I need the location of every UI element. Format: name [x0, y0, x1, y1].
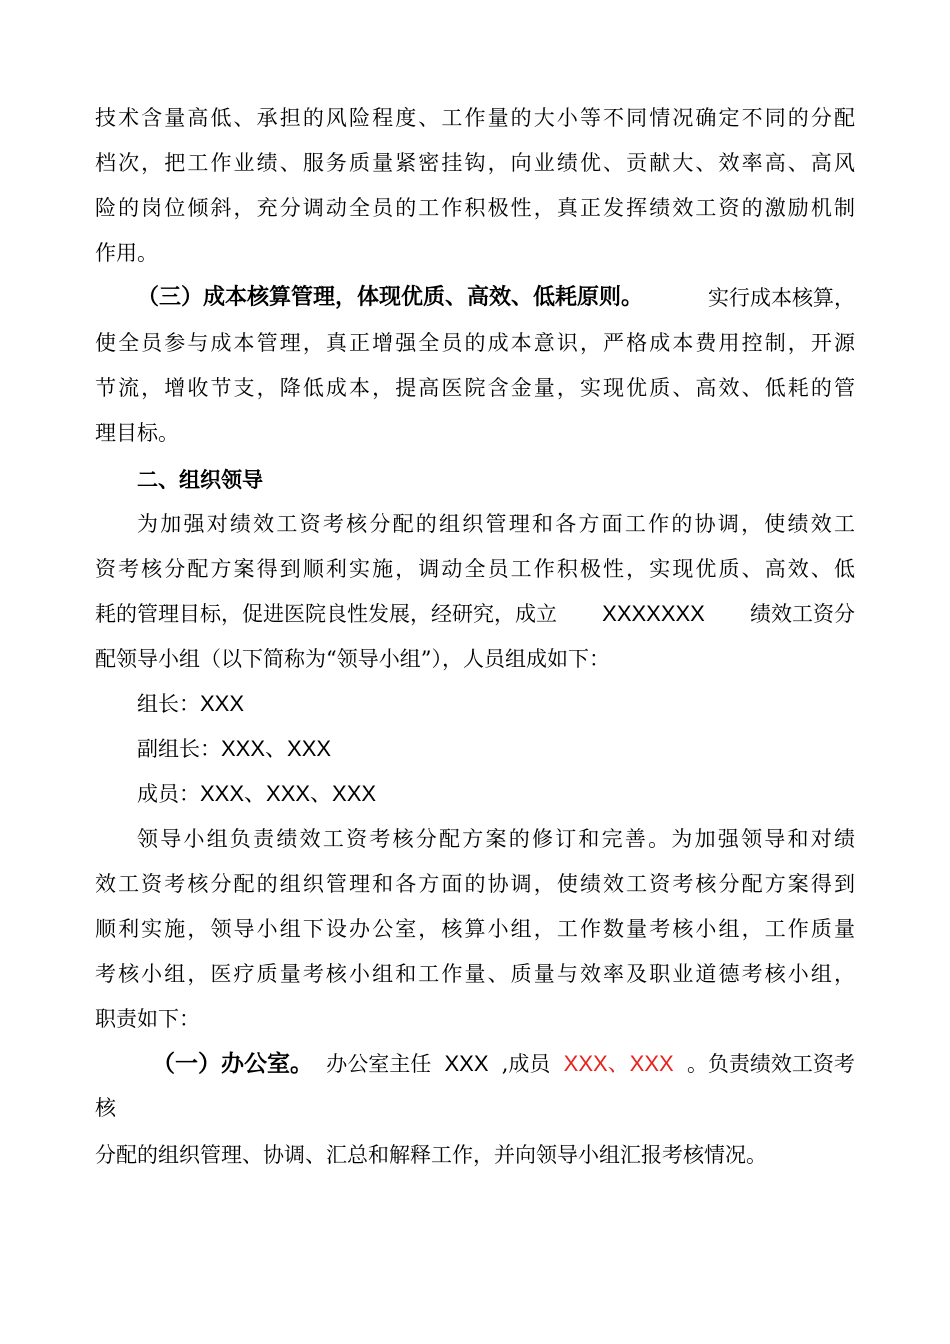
member-line	[137, 779, 855, 809]
paragraph-line: 技术含量高低、承担的风险程度、工作量的大小等不同情况确定不同的分配	[95, 106, 855, 130]
leader-label: 组长：	[137, 692, 200, 716]
paragraph-line: 使全员参与成本管理，真正增强全员的成本意识，严格成本费用控制，开源	[95, 331, 855, 355]
office-heading: （一）办公室。	[152, 1051, 313, 1077]
chapter-heading: 二、组织领导	[137, 468, 263, 492]
paragraph-line	[95, 599, 855, 629]
paragraph-line: 分配的组织管理、协调、汇总和解释工作，并向领导小组汇报考核情况。	[95, 1143, 767, 1167]
paragraph-line: 效工资考核分配的组织管理和各方面的协调，使绩效工资考核分配方案得到	[95, 872, 855, 896]
paragraph-line: 险的岗位倾斜，充分调动全员的工作积极性，真正发挥绩效工资的激励机制	[95, 196, 855, 220]
paragraph-line: 职责如下：	[95, 1007, 200, 1031]
office-text: 办公室主任	[326, 1052, 432, 1076]
leader-value: XXX	[200, 691, 245, 716]
paragraph-line: 顺利实施，领导小组下设办公室，核算小组，工作数量考核小组，工作质量	[95, 917, 855, 941]
office-line	[152, 1047, 855, 1081]
paragraph-line: 核	[95, 1096, 116, 1120]
paragraph-line: 理目标。	[95, 421, 179, 445]
office-members: XXX、XXX	[563, 1051, 674, 1076]
line-segment: 耗的管理目标，促进医院良性发展，经研究，成立	[95, 602, 557, 626]
member-value: XXX、XXX、XXX	[200, 781, 377, 806]
leader-line	[137, 689, 855, 719]
paragraph-line: 为加强对绩效工资考核分配的组织管理和各方面工作的协调，使绩效工	[137, 512, 855, 536]
member-label: 成员：	[137, 782, 200, 806]
paragraph-line: 资考核分配方案得到顺利实施，调动全员工作积极性，实现优质、高效、低	[95, 557, 855, 581]
deputy-value: XXX、XXX	[221, 736, 332, 761]
section-heading-line	[137, 283, 855, 313]
office-text: ,成员	[501, 1052, 551, 1076]
deputy-line	[137, 734, 855, 764]
paragraph-line: 作用。	[95, 241, 158, 265]
office-text: 。负责绩效工资考	[686, 1052, 855, 1076]
paragraph-line: 档次，把工作业绩、服务质量紧密挂钩，向业绩优、贡献大、效率高、高风	[95, 151, 855, 175]
paragraph-line: 领导小组负责绩效工资考核分配方案的修订和完善。为加强领导和对绩	[137, 827, 855, 851]
office-director: XXX	[444, 1051, 489, 1076]
paragraph-line: 节流，增收节支，降低成本，提高医院含金量，实现优质、高效、低耗的管	[95, 376, 855, 400]
deputy-label: 副组长：	[137, 737, 221, 761]
line-segment: 绩效工资分	[750, 602, 855, 626]
section-heading-tail: 实行成本核算，	[708, 286, 855, 310]
section-heading: （三）成本核算管理，体现优质、高效、低耗原则。	[137, 285, 644, 310]
paragraph-line: 配领导小组（以下简称为“领导小组”），人员组成如下：	[95, 647, 610, 671]
placeholder-text: XXXXXXX	[602, 601, 705, 626]
paragraph-line: 考核小组，医疗质量考核小组和工作量、质量与效率及职业道德考核小组，	[95, 962, 855, 986]
